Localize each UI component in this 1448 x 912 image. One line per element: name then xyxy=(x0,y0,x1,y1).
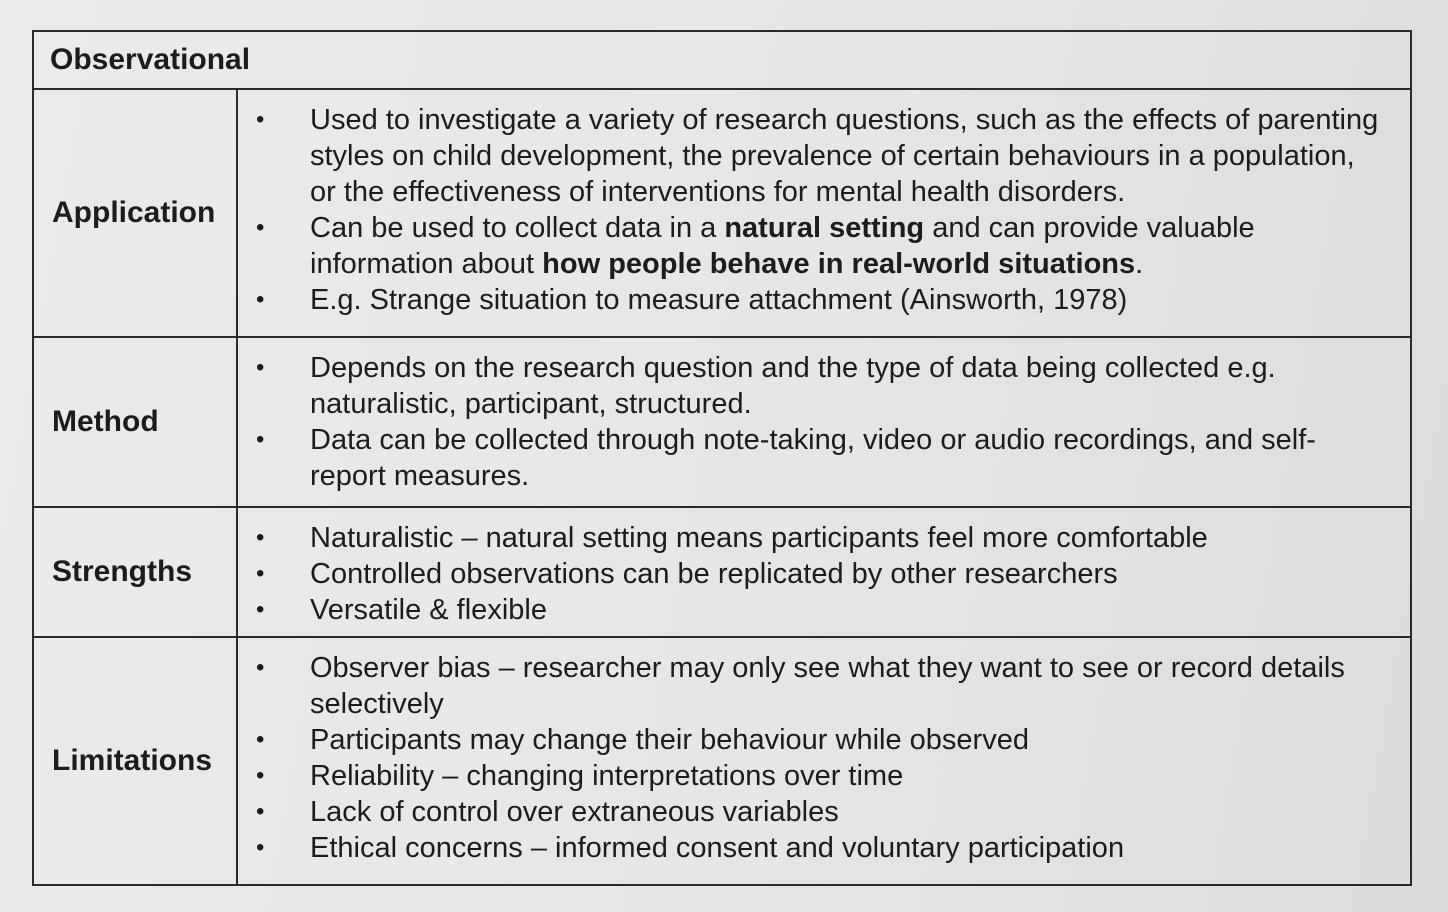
bullet-item: • Reliability – changing interpretations over time xyxy=(252,758,1386,794)
row-content-application xyxy=(238,90,1410,336)
bullet-item: • Naturalistic – natural setting means participants feel more comfortable xyxy=(252,520,1386,556)
bullet-item: • Data can be collected through note-taking, video or audio recordings, and self-report measures. xyxy=(252,422,1386,494)
row-label-application: Application xyxy=(34,90,238,336)
row-label-strengths: Strengths xyxy=(34,508,238,636)
bullet-item: • Versatile & flexible xyxy=(252,592,1386,628)
observational-table xyxy=(32,30,1412,886)
bullet-item: • Observer bias – researcher may only see what they want to see or record details selectively xyxy=(252,650,1386,722)
row-limitations xyxy=(34,638,1410,884)
bullet-list xyxy=(252,350,1386,494)
row-application xyxy=(34,90,1410,338)
bullet-list xyxy=(252,650,1386,866)
bullet-item: • Used to investigate a variety of research questions, such as the effects of parenting styles on child development, the prevalence of certain behaviours in a population, or the effectiveness of interventions for mental health disorders. xyxy=(252,102,1386,210)
bullet-item: • Participants may change their behaviour while observed xyxy=(252,722,1386,758)
row-label-limitations: Limitations xyxy=(34,638,238,884)
bullet-item: • Controlled observations can be replicated by other researchers xyxy=(252,556,1386,592)
row-content-strengths xyxy=(238,508,1410,636)
bullet-list xyxy=(252,520,1386,628)
bullet-item: • E.g. Strange situation to measure attachment (Ainsworth, 1978) xyxy=(252,282,1386,318)
row-strengths xyxy=(34,508,1410,638)
bullet-emphasis: how people behave in real-world situations xyxy=(542,248,1136,280)
row-content-limitations xyxy=(238,638,1410,884)
bullet-text: Can be used to collect data in a xyxy=(310,212,725,244)
bullet-emphasis: natural setting xyxy=(724,212,925,244)
table-title: Observational xyxy=(34,32,1410,90)
row-label-method: Method xyxy=(34,338,238,506)
bullet-item: • Depends on the research question and the type of data being collected e.g. naturalistic, participant, structured. xyxy=(252,350,1386,422)
row-method xyxy=(34,338,1410,508)
bullet-list xyxy=(252,102,1386,318)
bullet-item: • Lack of control over extraneous variables xyxy=(252,794,1386,830)
bullet-item: • Ethical concerns – informed consent and voluntary participation xyxy=(252,830,1386,866)
row-content-method xyxy=(238,338,1410,506)
bullet-item xyxy=(252,210,1386,282)
bullet-text: . xyxy=(1135,248,1144,280)
bullet-text: and can provide valuable information about xyxy=(310,212,1255,280)
